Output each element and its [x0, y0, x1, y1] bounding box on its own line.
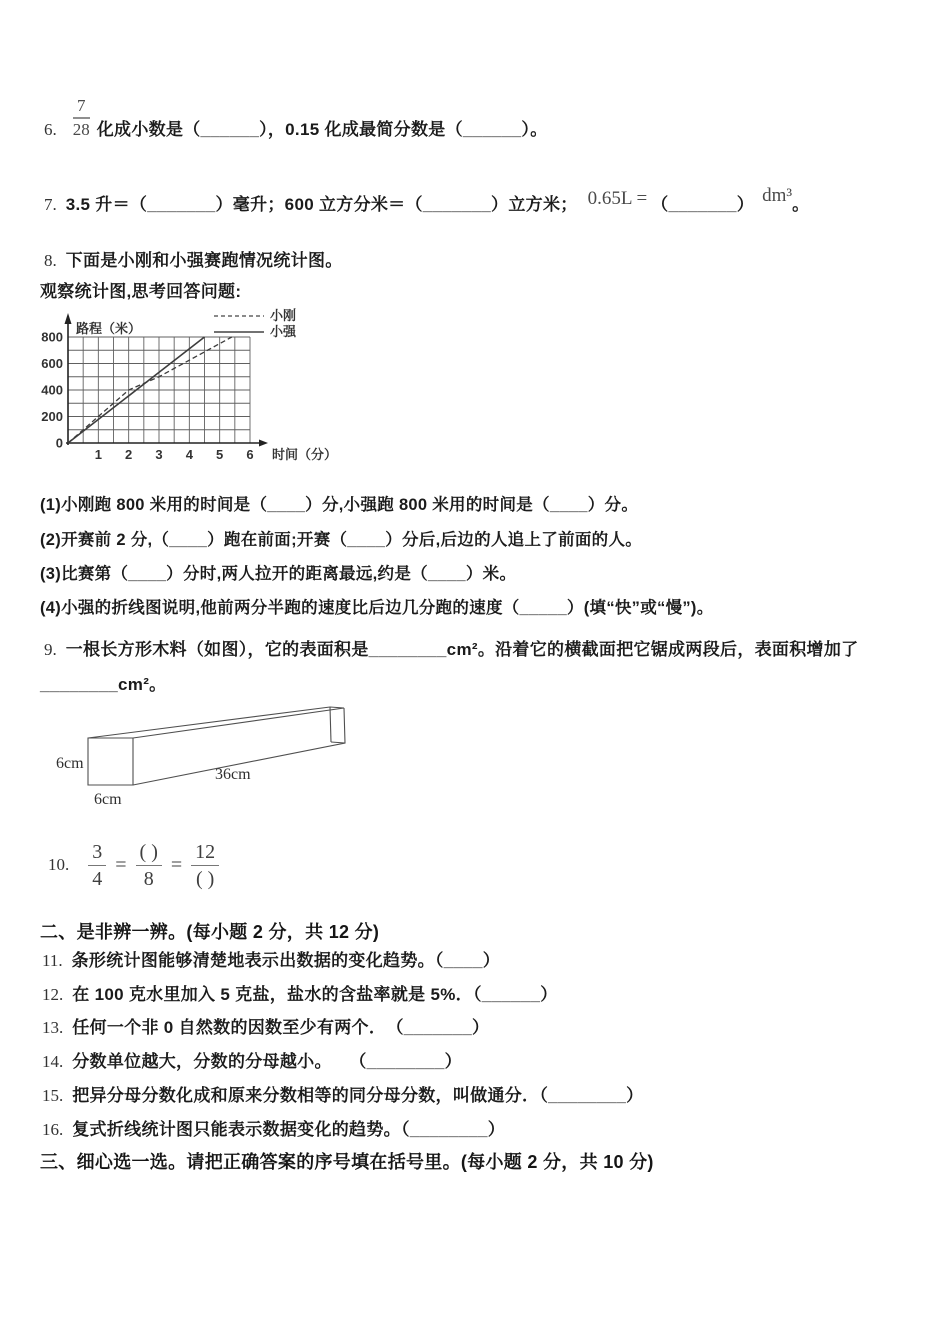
svg-text:时间（分）: 时间（分） [272, 447, 338, 462]
fraction-3-4 [88, 840, 106, 891]
question-8-prompt-text: 观察统计图,思考回答问题: [40, 282, 242, 301]
question-8-prompt [40, 277, 241, 303]
question-8-sub-3 [40, 560, 516, 585]
question-9-number: 9. [44, 640, 57, 659]
question-16-text: 复式折线统计图只能表示数据变化的趋势。（________） [72, 1120, 506, 1139]
question-11 [42, 946, 500, 972]
question-10-number: 10. [48, 855, 70, 874]
question-13-text: 任何一个非 0 自然数的因数至少有两个． （_______） [72, 1018, 490, 1037]
fraction-numerator: 7 [73, 96, 90, 119]
question-12-text: 在 100 克水里加入 5 克盐，盐水的含盐率就是 5%．（______） [72, 985, 558, 1004]
svg-text:1: 1 [94, 447, 102, 462]
question-16 [42, 1115, 505, 1141]
question-10 [48, 836, 224, 894]
prism-length-label: 36cm [215, 766, 251, 783]
question-9-text-line1: 一根长方形木料（如图），它的表面积是________cm²。沿着它的横截面把它锯成两段后，表面积增加了 [65, 640, 859, 659]
question-15 [42, 1081, 644, 1107]
question-8-sub-4 [40, 594, 714, 619]
svg-text:5: 5 [216, 447, 224, 462]
svg-text:800: 800 [41, 329, 63, 345]
svg-text:6: 6 [246, 447, 254, 462]
question-16-number: 16. [42, 1120, 64, 1139]
svg-text:4: 4 [185, 447, 193, 462]
question-9 [44, 635, 858, 661]
fraction-7-28 [73, 96, 90, 141]
question-15-number: 15. [42, 1086, 64, 1105]
fraction-denominator: 28 [72, 120, 90, 140]
question-13-number: 13. [42, 1018, 64, 1037]
question-8-text: 下面是小刚和小强赛跑情况统计图。 [65, 251, 343, 270]
question-12 [42, 980, 558, 1006]
fraction-denominator: 4 [92, 867, 103, 890]
prism-height-label: 6cm [56, 755, 84, 772]
fraction-numerator: 12 [191, 840, 219, 866]
question-7-blank: （_______） [651, 195, 755, 214]
question-8 [44, 246, 343, 272]
question-8-number: 8. [44, 251, 57, 270]
question-13 [42, 1013, 489, 1039]
question-14-number: 14. [42, 1052, 64, 1071]
svg-text:小刚: 小刚 [270, 308, 297, 323]
question-6-number: 6. [44, 119, 57, 139]
question-8-sub-1 [40, 491, 638, 516]
svg-text:400: 400 [41, 382, 63, 398]
question-14 [42, 1047, 462, 1073]
section-2-title-text: 二、是非辨一辨。(每小题 2 分，共 12 分) [40, 922, 380, 942]
question-15-text: 把异分母分数化成和原来分数相等的同分母分数，叫做通分．（________） [72, 1086, 644, 1105]
equals-sign: = [170, 853, 183, 876]
svg-text:200: 200 [41, 409, 63, 424]
question-6 [44, 96, 548, 141]
wood-prism-figure [50, 692, 385, 820]
svg-text:0: 0 [55, 435, 63, 451]
fraction-blank-8 [136, 840, 162, 891]
sub-question-text: (3)比赛第（____）分时,两人拉开的距离最远,约是（____）米。 [40, 565, 517, 583]
fraction-numerator: 3 [88, 840, 106, 866]
fraction-denominator: ( ) [195, 867, 215, 890]
sub-question-text: (1)小刚跑 800 米用的时间是（____）分,小强跑 800 米用的时间是（____）分。 [40, 496, 639, 514]
race-line-chart [38, 306, 350, 476]
question-7-number: 7. [44, 195, 57, 214]
svg-text:600: 600 [41, 356, 63, 371]
fraction-numerator: ( ) [136, 840, 162, 866]
question-14-text: 分数单位越大，分数的分母越小。 （________） [72, 1052, 462, 1071]
svg-text:小强: 小强 [270, 324, 297, 339]
equals-sign: = [115, 853, 127, 876]
question-7 [44, 185, 810, 216]
question-7-unit: dm³ [762, 185, 793, 206]
svg-text:路程（米）: 路程（米） [76, 321, 142, 336]
question-7-period: 。 [792, 195, 810, 214]
question-11-number: 11. [42, 951, 63, 970]
question-6-text: 化成小数是（______），0.15 化成最简分数是（______）。 [96, 119, 548, 139]
fraction-denominator: 8 [143, 867, 154, 890]
fraction-12-blank [191, 840, 219, 891]
svg-text:3: 3 [155, 447, 163, 462]
sub-question-text: (2)开赛前 2 分,（____）跑在前面;开赛（____）分后,后边的人追上了前面的人。 [40, 531, 643, 549]
svg-text:2: 2 [125, 447, 133, 462]
question-7-text: 3.5 升＝（_______）毫升；600 立方分米＝（_______）立方米； [65, 195, 578, 214]
question-9-text-line2: ________cm²。 [40, 675, 167, 694]
question-8-sub-2 [40, 526, 642, 551]
question-12-number: 12. [42, 985, 64, 1004]
section-2-title [40, 918, 379, 944]
prism-width-label: 6cm [94, 791, 122, 808]
question-7-liters-expression: 0.65L = [587, 188, 648, 209]
sub-question-text: (4)小强的折线图说明,他前两分半跑的速度比后边几分跑的速度（_____）(填“快”或“慢”)。 [40, 599, 714, 617]
question-11-text: 条形统计图能够清楚地表示出数据的变化趋势。（____） [71, 951, 501, 970]
section-3-title-text: 三、细心选一选。请把正确答案的序号填在括号里。(每小题 2 分，共 10 分) [40, 1152, 654, 1172]
section-3-title [40, 1148, 654, 1174]
